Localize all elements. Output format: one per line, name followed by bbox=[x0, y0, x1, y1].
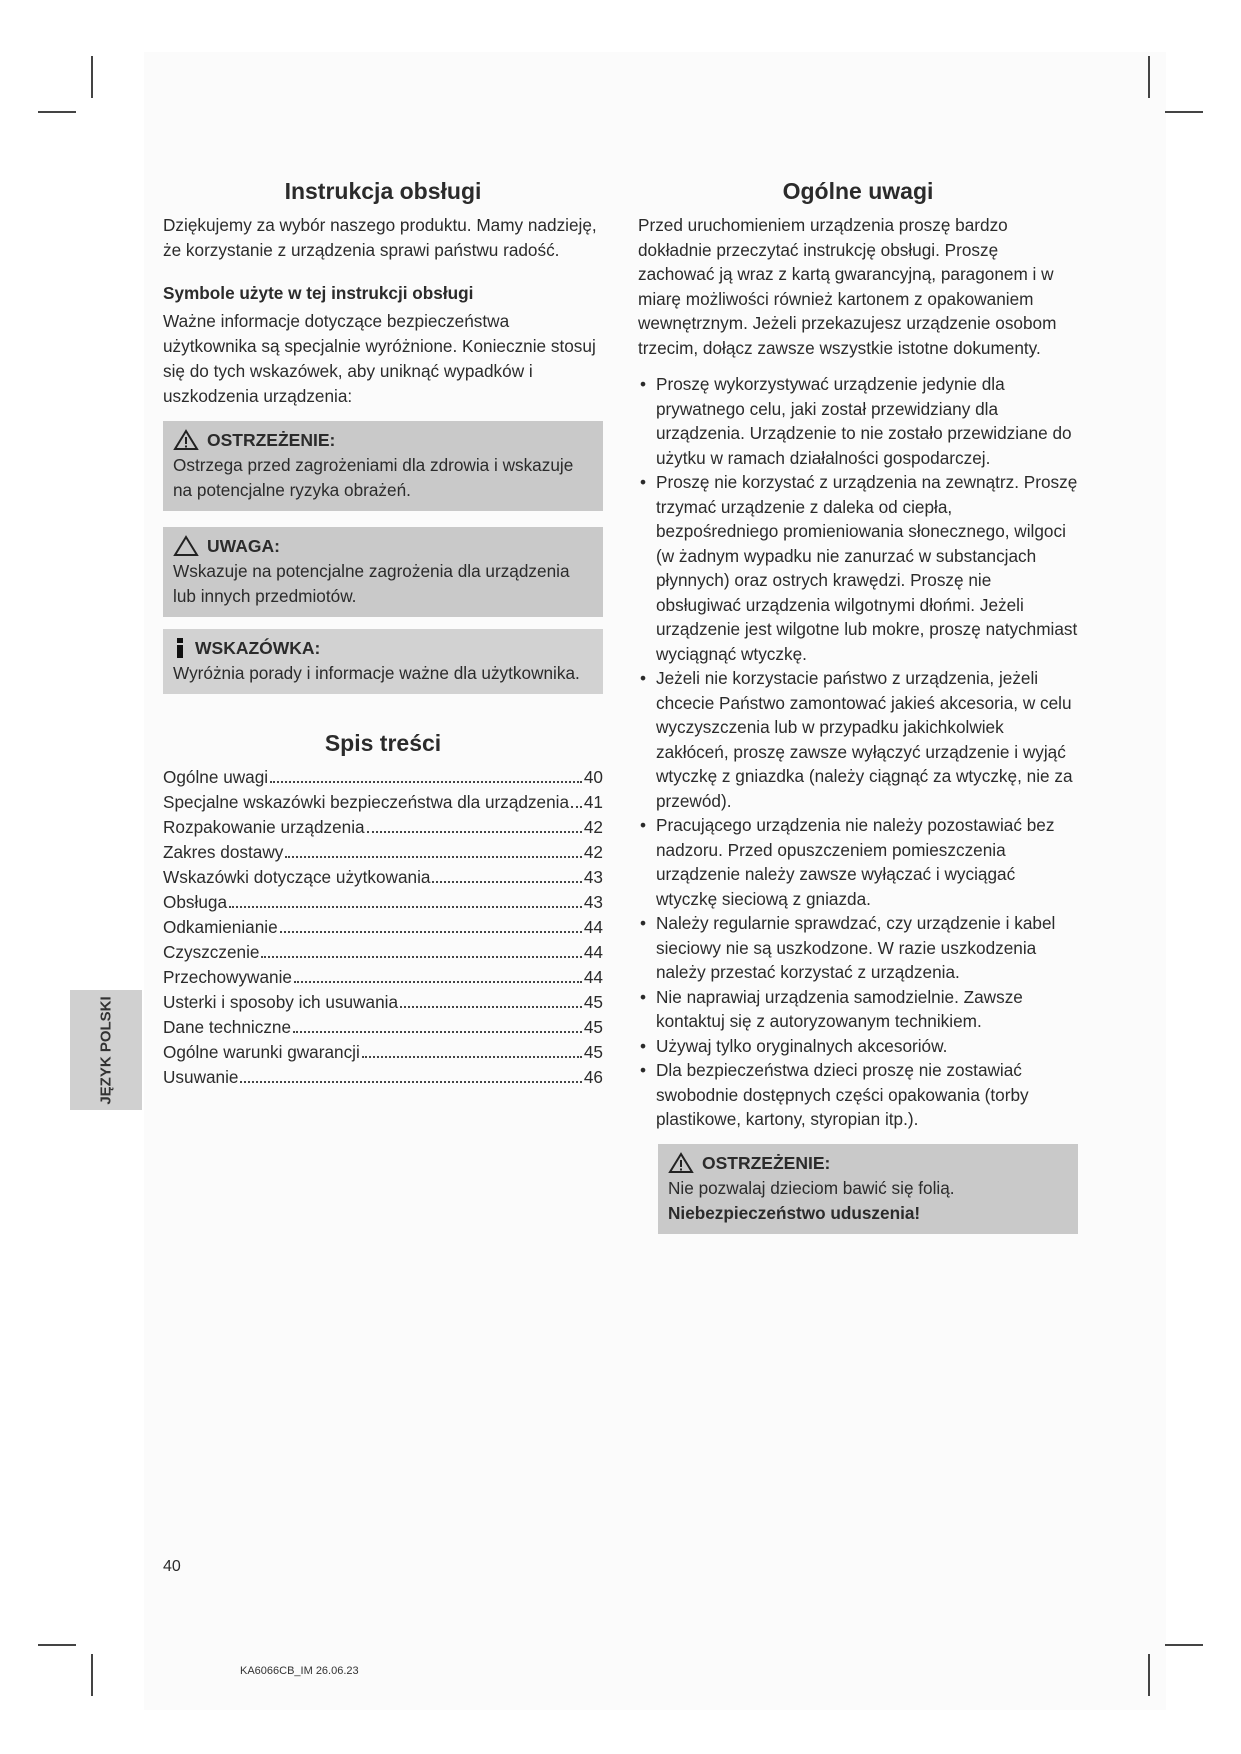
right-column bbox=[638, 178, 1078, 1234]
toc-row: Ogólne uwagi 40 bbox=[163, 767, 603, 787]
toc-row: Zakres dostawy 42 bbox=[163, 842, 603, 862]
crop-mark bbox=[91, 1654, 93, 1696]
caution-title: UWAGA: bbox=[207, 536, 280, 556]
toc-row: Ogólne warunki gwarancji 45 bbox=[163, 1042, 603, 1062]
hint-box bbox=[163, 629, 603, 694]
warning-text: Ostrzega przed zagrożeniami dla zdrowia i wskazuje na potencjalne ryzyka obrażeń. bbox=[173, 455, 574, 500]
toc-row: Wskazówki dotyczące użytkowania 43 bbox=[163, 867, 603, 887]
safety-list bbox=[638, 372, 1078, 1132]
child-warning-title: OSTRZEŻENIE: bbox=[702, 1152, 831, 1173]
child-warning-box bbox=[658, 1144, 1078, 1234]
list-item: • Proszę nie korzystać z urządzenia na zewnątrz. Proszę trzymać urządzenie z daleka od ciepła, bezpośredniego promieniowania słonecznego, wilgoci (w żadnym wypadku nie zanurzać w substancjach płynnych) oraz ostrych krawędzi. Proszę nie obsługiwać urządzenia wilgotnymi dłońmi. Jeżeli urządzenie jest wilgotne lub mokre, proszę natychmiast wyciągnąć wtyczkę. bbox=[638, 470, 1078, 666]
symbols-heading: Symbole użyte w tej instrukcji obsługi bbox=[163, 283, 474, 303]
document-code: KA6066CB_IM 26.06.23 bbox=[240, 1665, 359, 1677]
list-item: • Używaj tylko oryginalnych akcesoriów. bbox=[638, 1034, 1078, 1059]
crop-mark bbox=[1165, 1644, 1203, 1646]
info-icon bbox=[173, 637, 187, 659]
toc-row: Usuwanie 46 bbox=[163, 1067, 603, 1087]
child-warning-text: Nie pozwalaj dzieciom bawić się folią. Niebezpieczeństwo uduszenia! bbox=[668, 1177, 955, 1223]
table-of-contents bbox=[163, 765, 603, 1090]
list-item: • Proszę wykorzystywać urządzenie jedynie dla prywatnego celu, jaki został przewidziany dla urządzenia. Urządzenie to nie zostało przewidziane do użytku w ramach działalności gospodarczej. bbox=[638, 372, 1078, 470]
left-column bbox=[163, 178, 603, 1090]
warning-box bbox=[163, 421, 603, 511]
toc-row: Czyszczenie 44 bbox=[163, 942, 603, 962]
list-item: • Należy regularnie sprawdzać, czy urządzenie i kabel sieciowy nie są uszkodzone. W razie uszkodzenia należy przestać korzystać z urządzenia. bbox=[638, 911, 1078, 985]
list-item: • Nie naprawiaj urządzenia samodzielnie. Zawsze kontaktuj się z autoryzowanym technikiem. bbox=[638, 985, 1078, 1034]
hint-text: Wyróżnia porady i informacje ważne dla użytkownika. bbox=[173, 663, 580, 683]
symbols-text: Ważne informacje dotyczące bezpieczeństwa użytkownika są specjalnie wyróżnione. Koniecznie stosuj się do tych wskazówek, aby uniknąć wypadków i uszkodzenia urządzenia: bbox=[163, 311, 596, 406]
toc-row: Obsługa 43 bbox=[163, 892, 603, 912]
intro-text: Dziękujemy za wybór naszego produktu. Mamy nadzieję, że korzystanie z urządzenia sprawi państwu radość. bbox=[163, 215, 597, 260]
crop-mark bbox=[38, 111, 76, 113]
crop-mark bbox=[1165, 111, 1203, 113]
toc-row: Rozpakowanie urządzenia 42 bbox=[163, 817, 603, 837]
toc-row: Usterki i sposoby ich usuwania 45 bbox=[163, 992, 603, 1012]
list-item: • Jeżeli nie korzystacie państwo z urządzenia, jeżeli chcecie Państwo zamontować jakieś akcesoria, w celu wyczyszczenia lub w przypadku jakichkolwiek zakłóceń, proszę zawsze wyłączyć urządzenie i wyjąć wtyczkę z gniazdka (należy ciągnąć za wtyczkę, nie za przewód). bbox=[638, 666, 1078, 813]
warning-triangle-icon bbox=[173, 429, 199, 451]
page-number: 40 bbox=[163, 1558, 181, 1575]
caution-box bbox=[163, 527, 603, 617]
suffocation-warning: Niebezpieczeństwo uduszenia! bbox=[668, 1202, 921, 1223]
warning-title: OSTRZEŻENIE: bbox=[207, 430, 336, 450]
crop-mark bbox=[91, 56, 93, 98]
list-item: • Dla bezpieczeństwa dzieci proszę nie zostawiać swobodnie dostępnych części opakowania (torby plastikowe, kartony, styropian itp.). bbox=[638, 1058, 1078, 1132]
caution-text: Wskazuje na potencjalne zagrożenia dla urządzenia lub innych przedmiotów. bbox=[173, 561, 570, 606]
crop-mark bbox=[1148, 56, 1150, 98]
toc-row: Specjalne wskazówki bezpieczeństwa dla urządzenia 41 bbox=[163, 792, 603, 812]
general-notes-intro: Przed uruchomieniem urządzenia proszę bardzo dokładnie przeczytać instrukcję obsługi. Proszę zachować ją wraz z kartą gwarancyjną, paragonem i w miarę możliwości również kartonem z opakowaniem wewnętrznym. Jeżeli przekazujesz urządzenie osobom trzecim, dołącz zawsze wszystkie istotne dokumenty. bbox=[638, 215, 1057, 358]
language-tab-label: JĘZYK POLSKI bbox=[97, 995, 115, 1105]
hint-title: WSKAZÓWKA: bbox=[195, 638, 321, 658]
crop-mark bbox=[38, 1644, 76, 1646]
crop-mark bbox=[1148, 1654, 1150, 1696]
caution-triangle-icon bbox=[173, 535, 199, 557]
instructions-title: Instrukcja obsługi bbox=[284, 178, 482, 204]
general-notes-title: Ogólne uwagi bbox=[782, 178, 934, 204]
toc-row: Przechowywanie 44 bbox=[163, 967, 603, 987]
toc-row: Dane techniczne 45 bbox=[163, 1017, 603, 1037]
list-item: • Pracującego urządzenia nie należy pozostawiać bez nadzoru. Przed opuszczeniem pomieszczenia urządzenie należy zawsze wyłączać i wyciągać wtyczkę sieciową z gniazda. bbox=[638, 813, 1078, 911]
toc-title: Spis treści bbox=[324, 730, 442, 756]
toc-row: Odkamienianie 44 bbox=[163, 917, 603, 937]
warning-triangle-icon bbox=[668, 1152, 694, 1174]
